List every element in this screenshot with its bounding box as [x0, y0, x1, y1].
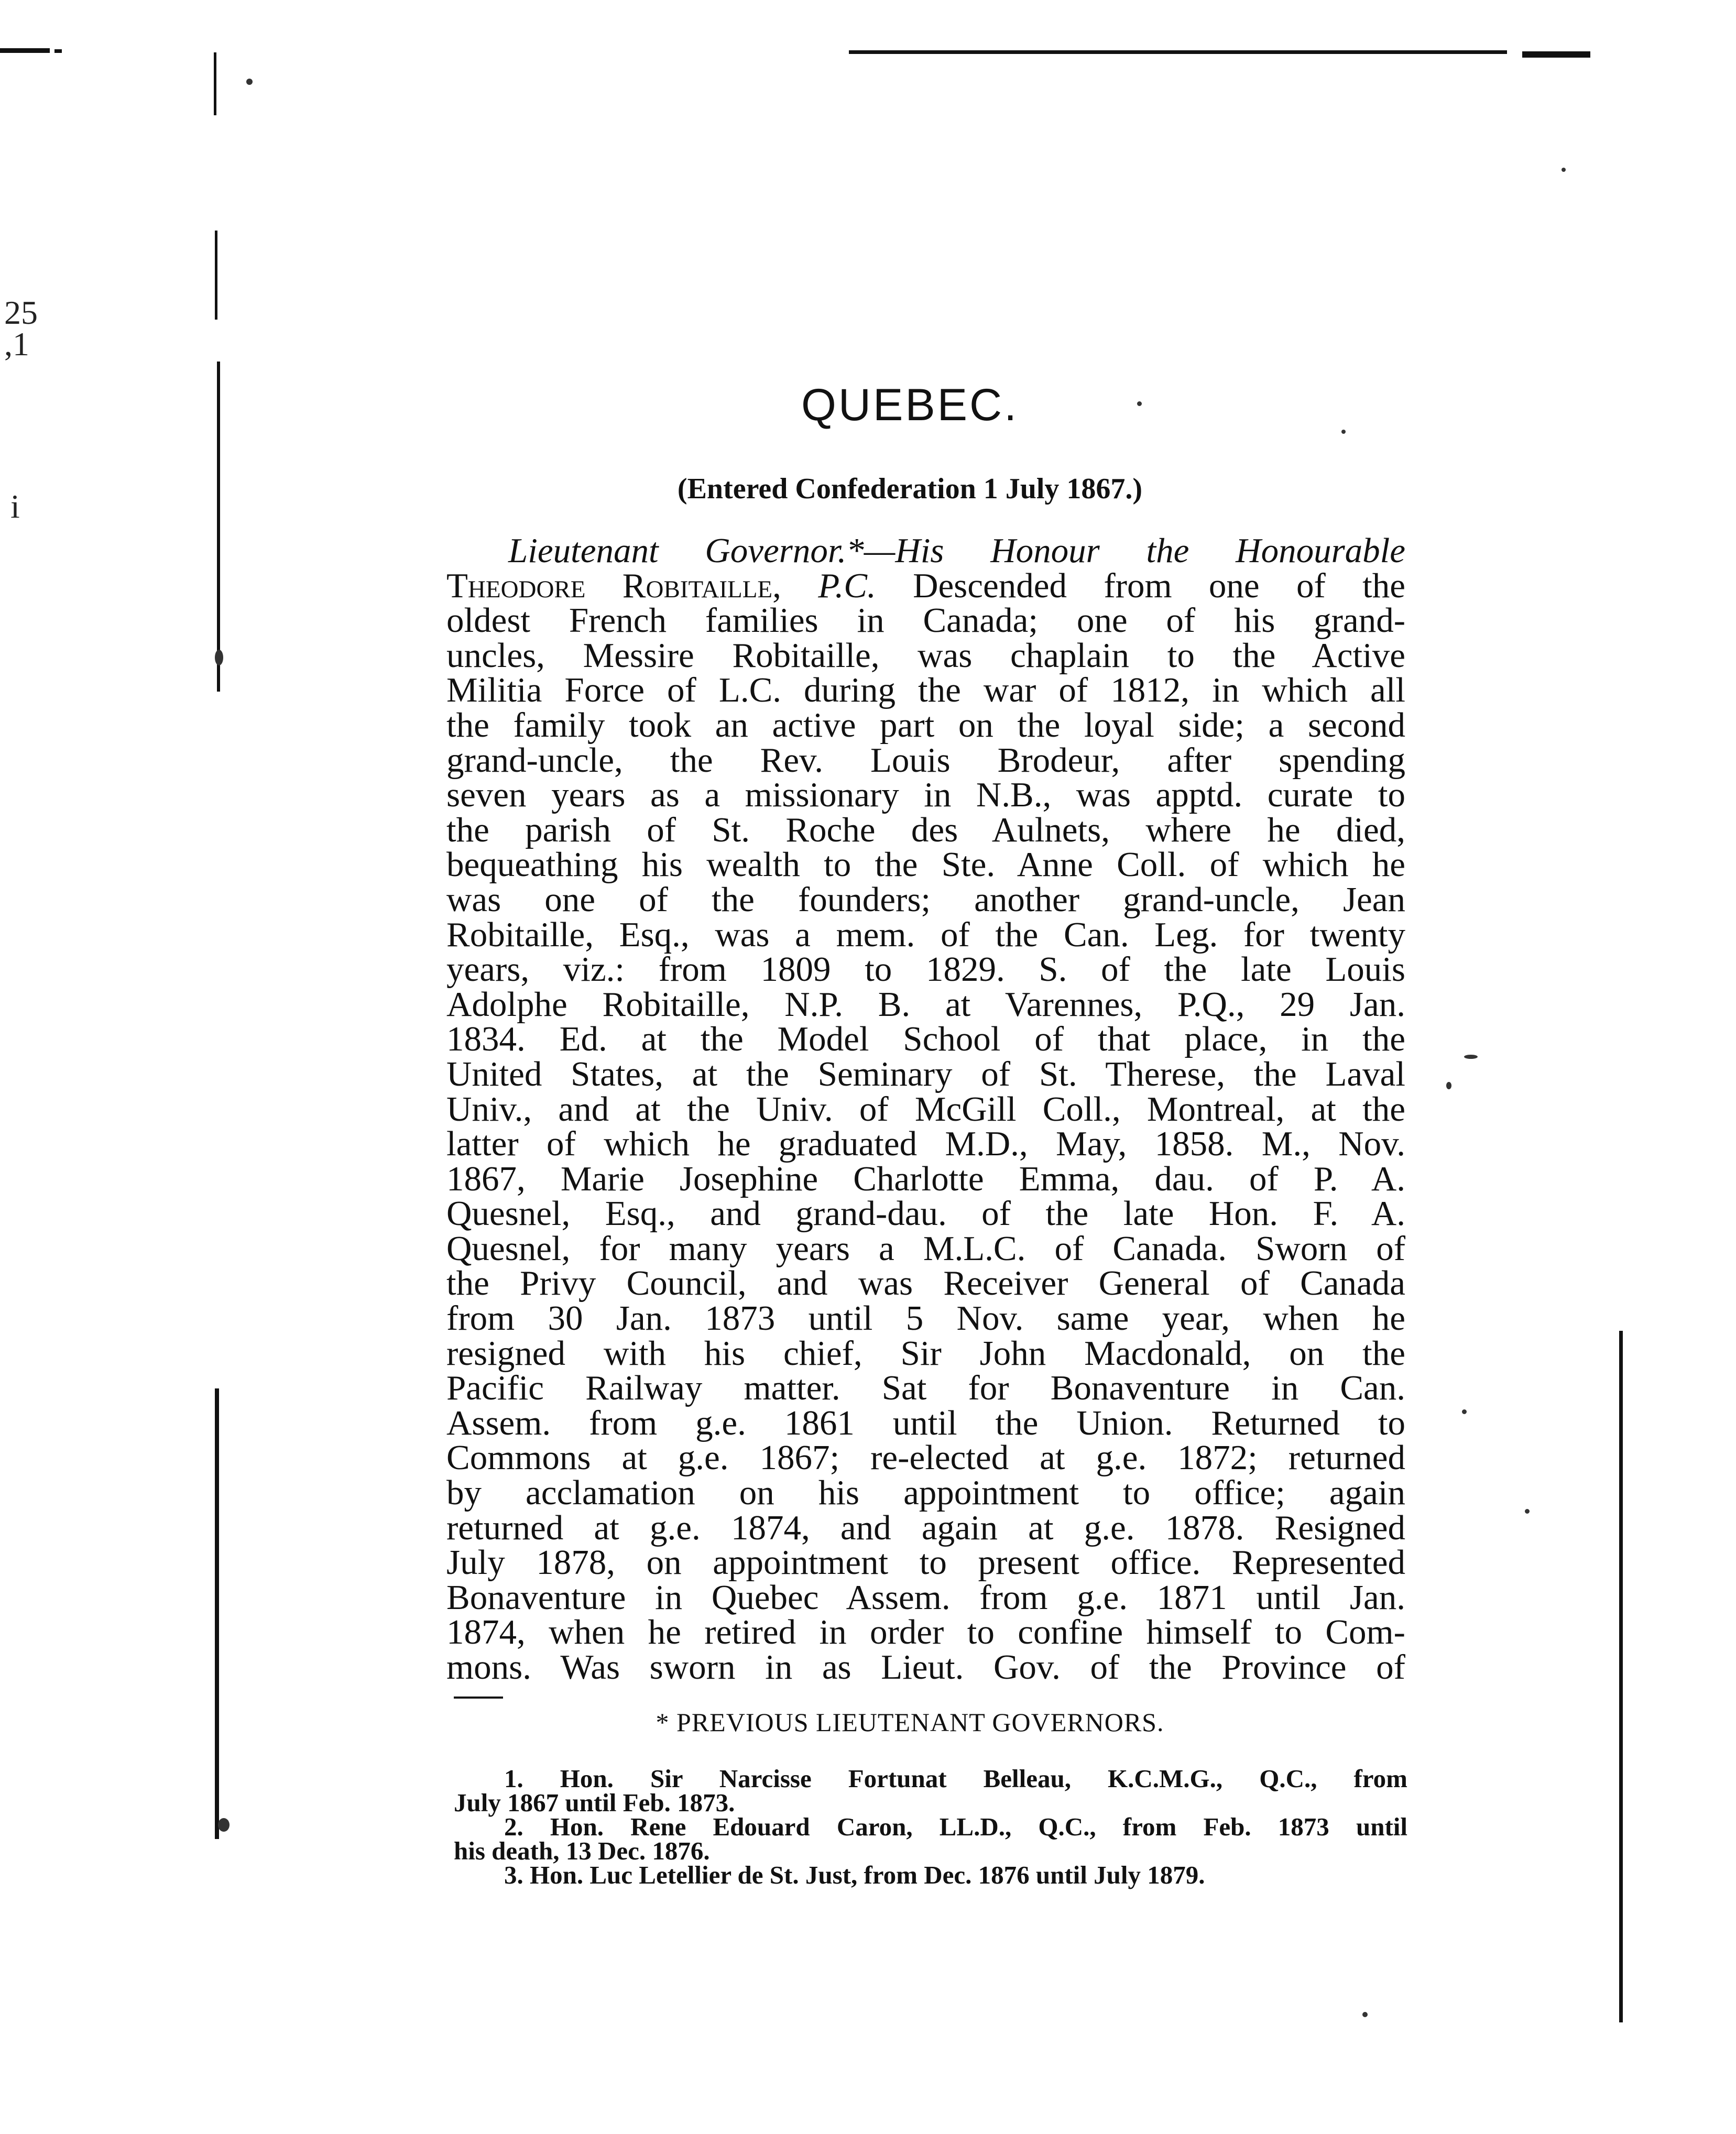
scan-rule-artifact	[54, 49, 62, 53]
body-line: the family took an active part on the loyal side; a second	[446, 705, 1405, 745]
margin-number: i	[10, 488, 20, 525]
body-line: Militia Force of L.C. during the war of 1812, in which all	[446, 671, 1405, 710]
biography-text	[446, 533, 1405, 1685]
body-line: uncles, Messire Robitaille, was chaplain to the Active	[446, 636, 1405, 675]
scan-rule-artifact	[849, 50, 1507, 54]
footnote-list	[454, 1764, 1407, 1889]
scan-rule-artifact	[0, 48, 50, 53]
body-line	[446, 568, 1405, 604]
body-line: oldest French families in Canada; one of his grand-	[446, 601, 1405, 640]
footnote-line: 2. Hon. Rene Edouard Caron, LL.D., Q.C., from Feb. 1873 until	[504, 1812, 1407, 1841]
scan-speck	[1464, 1055, 1478, 1059]
binding-line	[1619, 1331, 1623, 2022]
margin-number: ,1	[4, 325, 29, 363]
scan-rule-artifact	[1522, 51, 1590, 58]
body-line: Adolphe Robitaille, N.P. B. at Varennes, P.Q., 29 Jan.	[446, 984, 1405, 1024]
page-subtitle: (Entered Confederation 1 July 1867.)	[677, 473, 1143, 505]
footnote-line: 1. Hon. Sir Narcisse Fortunat Belleau, K.C.M.G., Q.C., from	[504, 1764, 1407, 1793]
scan-speck	[246, 79, 253, 85]
binding-line	[214, 52, 216, 115]
body-line: from 30 Jan. 1873 until 5 Nov. same year, when he	[446, 1299, 1405, 1338]
body-line: the parish of St. Roche des Aulnets, where he died,	[446, 810, 1405, 849]
honorific: P.C.	[818, 566, 876, 605]
body-line: by acclamation on his appointment to office; again	[446, 1473, 1405, 1513]
footnote-line: July 1867 until Feb. 1873.	[454, 1788, 735, 1817]
body-line: mons. Was sworn in as Lieut. Gov. of the Province of	[446, 1648, 1405, 1687]
scan-speck	[218, 1818, 230, 1832]
page-title: QUEBEC.	[801, 380, 1019, 430]
body-line: resigned with his chief, Sir John Macdonald, on the	[446, 1333, 1405, 1373]
scan-speck	[1341, 430, 1346, 434]
body-line: 1874, when he retired in order to confine himself to Com-	[446, 1613, 1405, 1652]
body-line: 1867, Marie Josephine Charlotte Emma, dau. of P. A.	[446, 1159, 1405, 1198]
body-line: Commons at g.e. 1867; re-elected at g.e. 1872; returned	[446, 1438, 1405, 1478]
body-line: seven years as a missionary in N.B., was apptd. curate to	[446, 775, 1405, 815]
body-line: Bonaventure in Quebec Assem. from g.e. 1871 until Jan.	[446, 1578, 1405, 1617]
scan-speck	[1562, 168, 1566, 172]
body-line: was one of the founders; another grand-uncle, Jean	[446, 880, 1405, 919]
body-line: 1834. Ed. at the Model School of that place, in the	[446, 1020, 1405, 1059]
binding-line	[215, 1388, 219, 1839]
scan-speck	[1525, 1509, 1530, 1514]
footnote-line: 3. Hon. Luc Letellier de St. Just, from Dec. 1876 until July 1879.	[504, 1861, 1205, 1889]
scan-speck	[1446, 1082, 1451, 1089]
body-text-segment: Descended from one of the	[913, 566, 1406, 605]
binding-line	[215, 231, 217, 320]
scan-speck	[215, 650, 223, 665]
body-line: grand-uncle, the Rev. Louis Brodeur, after spending	[446, 740, 1405, 780]
body-line: latter of which he graduated M.D., May, 1858. M., Nov.	[446, 1124, 1405, 1164]
footnote-heading: * PREVIOUS LIEUTENANT GOVERNORS.	[656, 1708, 1164, 1737]
scan-speck	[1462, 1409, 1467, 1414]
body-line: Assem. from g.e. 1861 until the Union. Returned to	[446, 1403, 1405, 1442]
office-title: Lieutenant Governor.*—His Honour the Honourable	[508, 531, 1405, 570]
body-line: Quesnel, for many years a M.L.C. of Canada. Sworn of	[446, 1229, 1405, 1268]
margin-number: 25	[4, 294, 38, 331]
body-line	[446, 533, 1405, 568]
body-line: United States, at the Seminary of St. Therese, the Laval	[446, 1054, 1405, 1093]
person-name: Theodore Robitaille,	[446, 566, 781, 605]
body-line: Robitaille, Esq., was a mem. of the Can. Leg. for twenty	[446, 915, 1405, 954]
body-line: the Privy Council, and was Receiver General of Canada	[446, 1264, 1405, 1303]
body-line: July 1878, on appointment to present office. Represented	[446, 1543, 1405, 1582]
body-line: bequeathing his wealth to the Ste. Anne Coll. of which he	[446, 845, 1405, 884]
body-line: Pacific Railway matter. Sat for Bonaventure in Can.	[446, 1369, 1405, 1408]
scan-speck	[1362, 2012, 1368, 2017]
body-line: Quesnel, Esq., and grand-dau. of the late Hon. F. A.	[446, 1194, 1405, 1233]
body-line: years, viz.: from 1809 to 1829. S. of the late Louis	[446, 950, 1405, 989]
body-line: returned at g.e. 1874, and again at g.e. 1878. Resigned	[446, 1508, 1405, 1547]
body-line: Univ., and at the Univ. of McGill Coll., Montreal, at the	[446, 1089, 1405, 1129]
footnote-line: his death, 13 Dec. 1876.	[454, 1836, 710, 1865]
footnote-divider	[454, 1697, 503, 1699]
